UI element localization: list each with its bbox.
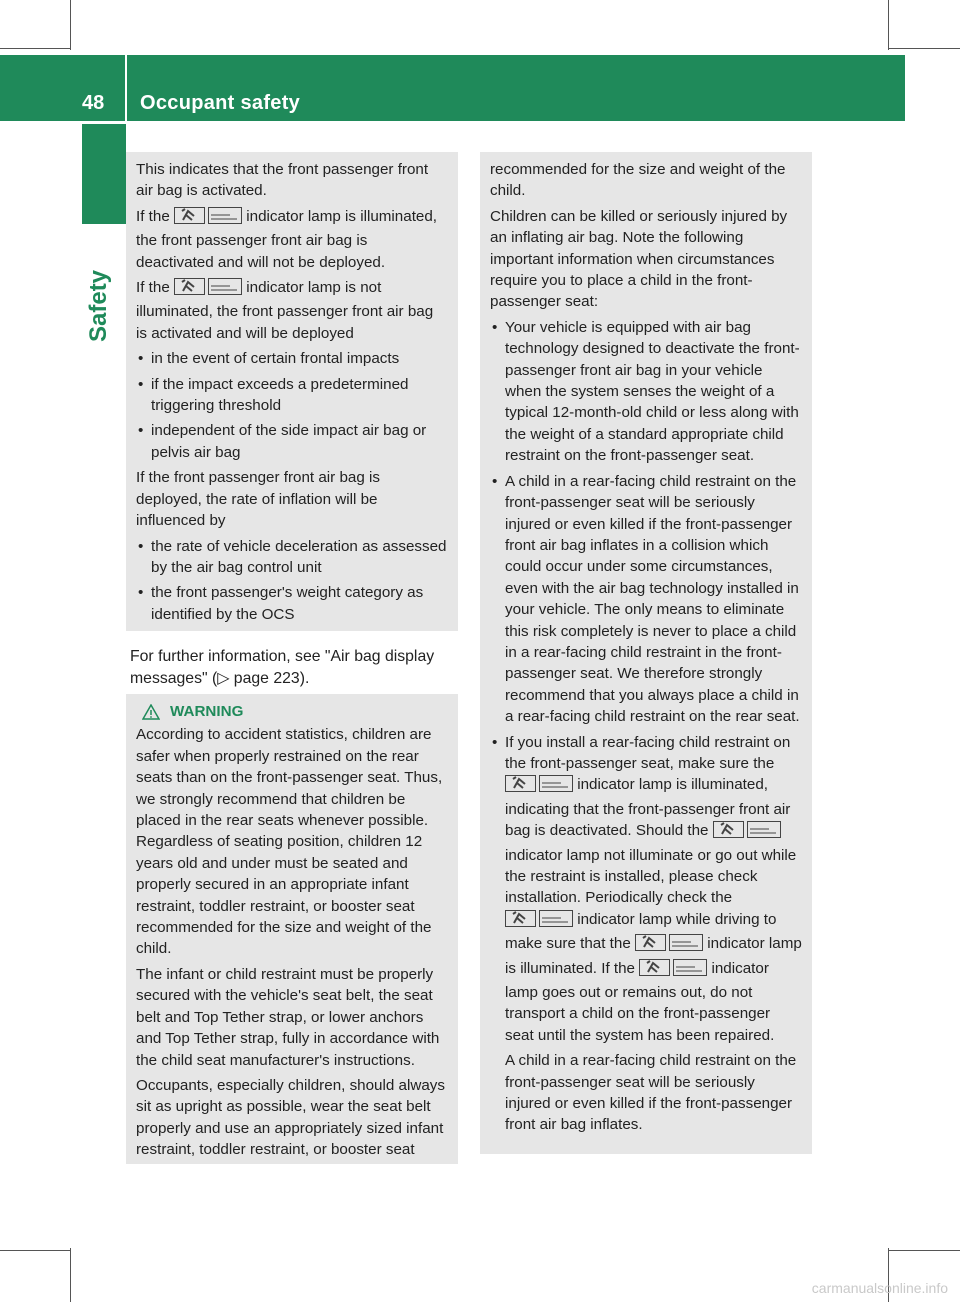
warning-icon — [142, 704, 160, 720]
header-divider — [125, 55, 127, 121]
crop-mark — [70, 1248, 71, 1302]
crop-mark — [888, 48, 960, 49]
list-item — [136, 536, 448, 579]
side-tab-label: Safety — [85, 269, 112, 342]
watermark: carmanualsonline.info — [811, 1280, 948, 1296]
pass-airbag-off-icon — [713, 821, 781, 844]
header-bar — [0, 55, 905, 121]
bullet: • — [138, 584, 144, 602]
pass-airbag-off-icon — [505, 910, 573, 933]
text: indicator lamp not illuminate or go out while the restraint is installed, please check installation. Periodically check the — [505, 846, 797, 907]
list-item — [490, 471, 802, 728]
cross-reference-text — [130, 646, 462, 690]
page-number: 48 — [82, 92, 105, 114]
text: Your vehicle is equipped with air bag technology designed to deactivate the front-passenger front air bag in your vehicle when the system senses the weight of a typical 12-month-old child or less along with the weight of a standard appropriate child restraint on the front-passenger seat. — [505, 318, 800, 465]
bullet: • — [138, 375, 144, 393]
text: the rate of vehicle deceleration as assessed by the air bag control unit — [151, 537, 447, 576]
page-link[interactable]: page 223). — [229, 670, 310, 687]
text: indicator lamp goes out or remains out, do not transport a child on the front-passenger seat until the system has been repaired. — [505, 959, 775, 1044]
side-tab-block — [82, 124, 126, 224]
paragraph — [136, 277, 448, 344]
paragraph: Occupants, especially children, should always sit as upright as possible, wear the seat belt properly and use an appropriately sized infant restraint, toddler restraint, or booster seat — [136, 1076, 445, 1159]
warning-box-continued — [480, 152, 812, 1154]
paragraph: If the front passenger front air bag is deployed, the rate of inflation will be influenced by — [136, 469, 380, 530]
bullet: • — [138, 350, 144, 368]
paragraph: A child in a rear-facing child restraint on the front-passenger seat will be seriously injured or even killed if the front-passenger front air bag inflates. — [505, 1052, 797, 1134]
list-item — [136, 374, 448, 417]
text: indicator lamp while driving to make sure that the — [505, 910, 777, 953]
text: If you install a rear-facing child restraint on the front-passenger seat, make sure the — [505, 733, 791, 772]
pass-airbag-off-icon — [639, 959, 707, 982]
paragraph: This indicates that the front passenger front air bag is activated. — [136, 161, 429, 200]
text: independent of the side impact air bag or pelvis air bag — [151, 422, 427, 461]
crop-mark — [0, 1250, 70, 1251]
pass-airbag-off-icon — [505, 775, 573, 798]
text: indicator lamp is illuminated. If the — [505, 935, 802, 977]
paragraph: recommended for the size and weight of the child. — [490, 161, 786, 200]
list-item — [490, 317, 802, 467]
list-item — [490, 732, 802, 1047]
list-item — [136, 420, 448, 463]
list-item — [136, 348, 448, 369]
section-title: Occupant safety — [140, 92, 301, 114]
bullet: • — [138, 537, 144, 555]
info-box-airbag-status — [126, 152, 458, 631]
text: indicator lamp is illuminated, indicating that the front-passenger front air bag is deactivated. Should the — [505, 776, 791, 840]
bullet: • — [492, 472, 498, 490]
crop-mark — [888, 0, 889, 50]
text: If the — [136, 279, 170, 297]
paragraph: The infant or child restraint must be properly secured with the vehicle's seat belt, the seat belt and Top Tether strap, or lower anchors and Top Tether strap, fully in accordance with the child seat manufacturer's instructions. — [136, 965, 440, 1069]
crop-mark — [70, 0, 71, 50]
page-ref-arrow-icon: ▷ — [217, 670, 230, 687]
list-item — [136, 582, 448, 625]
text: A child in a rear-facing child restraint on the front-passenger seat will be seriously injured or even killed if the front-passenger front air bag inflates in a collision which could occur under some circumstances, even with the air bag technology installed in your vehicle. The only means to eliminate this risk completely is never to place a child in a rear-facing child restraint in the front-passenger seat. We therefore strongly recommend that you always place a child in a rear-facing child restraint on the rear seat. — [505, 472, 800, 726]
text: if the impact exceeds a predetermined triggering threshold — [151, 375, 409, 415]
text: If the — [136, 207, 170, 225]
paragraph: Children can be killed or seriously injured by an inflating air bag. Note the following important information when circumstances require you to place a child in the front-passenger seat: — [490, 207, 788, 311]
warning-header — [136, 701, 448, 722]
text: indicator lamp is not illuminated, the front passenger front air bag is activated and will be deployed — [136, 279, 434, 342]
text: For further information, see "Air bag display messages" ( — [130, 648, 435, 687]
text: indicator lamp is illuminated, the front passenger front air bag is deactivated and will not be deployed. — [136, 207, 438, 271]
pass-airbag-off-icon — [635, 934, 703, 957]
bullet: • — [138, 422, 144, 440]
bullet: • — [492, 733, 498, 751]
warning-title: WARNING — [170, 703, 244, 720]
crop-mark — [0, 48, 70, 49]
paragraph — [136, 206, 448, 273]
side-tab — [82, 232, 126, 342]
bullet: • — [492, 318, 498, 336]
text: in the event of certain frontal impacts — [151, 350, 400, 368]
warning-box — [126, 694, 458, 1164]
crop-mark — [888, 1250, 960, 1251]
text: the front passenger's weight category as identified by the OCS — [151, 584, 424, 623]
paragraph: According to accident statistics, children are safer when properly restrained on the rear seats than on the front-passenger seat. Thus, we strongly recommend that children be placed in the rear seats whenever possible. Regardless of seating position, children 12 years old and under must be seated and properly secured in an appropriate infant restraint, toddler restraint, or booster seat recommended for the size and weight of the child. — [136, 726, 443, 958]
pass-airbag-off-icon — [174, 278, 242, 301]
pass-airbag-off-icon — [174, 207, 242, 230]
